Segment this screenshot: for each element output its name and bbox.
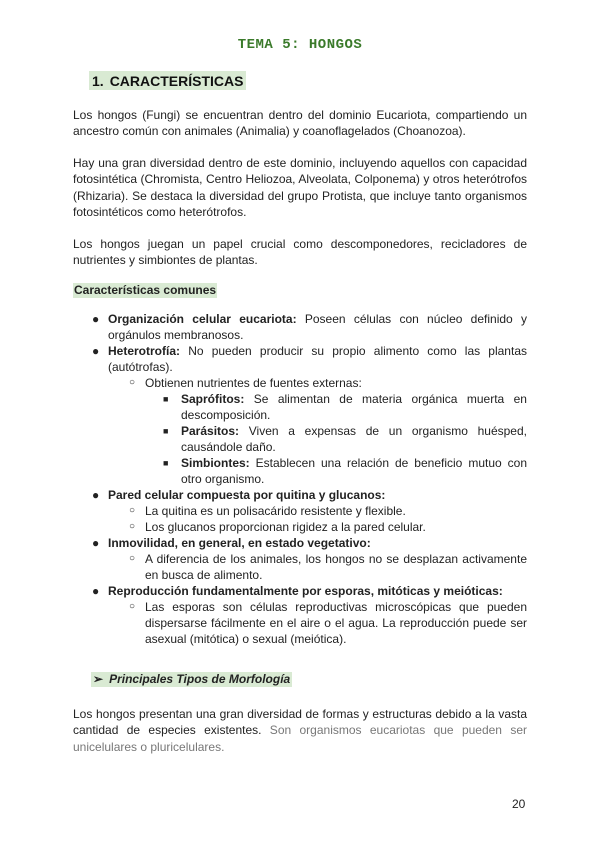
bullet-dot-icon: ● — [92, 312, 100, 326]
circle-bullet-icon: ○ — [129, 505, 136, 516]
circle-bullet-icon: ○ — [129, 377, 136, 388]
bullet-immobility: Inmovilidad, en general, en estado vegetativo: — [108, 536, 371, 550]
bullet-heterotrophy-line2: (autótrofas). — [108, 360, 173, 374]
sub-bullet-immobility-line1: A diferencia de los animales, los hongos no se desplazan activamente — [145, 552, 527, 566]
bullet-reproduction: Reproducción fundamentalmente por esporas, mitóticas y meióticas: — [108, 584, 503, 598]
section-number: 1. — [92, 73, 104, 89]
sub-bullet-parasites-line1: Parásitos: Viven a expensas de un organismo huésped, — [181, 424, 527, 438]
bullet-heterotrophy-line1: Heterotrofía: No pueden producir su propio alimento como las plantas — [108, 344, 527, 358]
bullet-organization-line2: orgánulos membranosos. — [108, 328, 244, 342]
paragraph-fungi-domain: Los hongos (Fungi) se encuentran dentro del dominio Eucariota, compartiendo un ancestro común con animales (Animalia) y coanoflagelados (Choanozoa). — [73, 108, 527, 139]
bullet-organization-line1: Organización celular eucariota: Poseen células con núcleo definido y — [108, 312, 527, 326]
bullet-dot-icon: ● — [92, 488, 100, 502]
square-bullet-icon: ■ — [163, 426, 169, 436]
arrow-icon: ➢ — [93, 672, 104, 686]
sub-bullet-symbionts-line1: Simbiontes: Establecen una relación de beneficio mutuo con — [181, 456, 527, 470]
square-bullet-icon: ■ — [163, 458, 169, 468]
circle-bullet-icon: ○ — [129, 553, 136, 564]
page-number: 20 — [512, 797, 526, 811]
bullet-dot-icon: ● — [92, 536, 100, 550]
sub-bullet-saprophytes-line1: Saprófitos: Se alimentan de materia orgánica muerta en — [181, 392, 527, 406]
bullet-cell-wall: Pared celular compuesta por quitina y glucanos: — [108, 488, 386, 502]
morphology-heading — [91, 672, 292, 687]
sub-bullet-spores-line3: asexual (mitótica) o sexual (meiótica). — [145, 632, 347, 646]
paragraph-role: Los hongos juegan un papel crucial como descomponedores, recicladores de nutrientes y simbiontes de plantas. — [73, 237, 527, 268]
bullet-dot-icon: ● — [92, 584, 100, 598]
sub-bullet-symbionts-line2: otro organismo. — [181, 472, 265, 486]
circle-bullet-icon: ○ — [129, 521, 136, 532]
sub-bullet-spores-line1: Las esporas son células reproductivas microscópicas que pueden — [145, 600, 527, 614]
sub-bullet-saprophytes-line2: descomposición. — [181, 408, 271, 422]
sub-bullet-spores-line2: dispersarse fácilmente en el aire o el agua. La reproducción puede ser — [145, 616, 527, 630]
circle-bullet-icon: ○ — [129, 601, 136, 612]
subheading-common-features: Características comunes — [74, 283, 217, 297]
sub-bullet-glucans: Los glucanos proporcionan rigidez a la pared celular. — [145, 520, 426, 534]
page-title: TEMA 5: HONGOS — [237, 37, 363, 53]
morphology-label: Principales Tipos de Morfología — [109, 672, 291, 686]
sub-bullet-immobility-line2: en busca de alimento. — [145, 568, 263, 582]
paragraph-morphology: Los hongos presentan una gran diversidad de formas y estructuras debido a la vasta cantidad de especies existentes. Son organismos eucariotas que pueden ser unicelulares o pluricelulares. — [73, 707, 527, 754]
sub-bullet-nutrients: Obtienen nutrientes de fuentes externas: — [145, 376, 362, 390]
sub-bullet-chitin: La quitina es un polisacárido resistente y flexible. — [145, 504, 406, 518]
sub-bullet-parasites-line2: causándole daño. — [181, 440, 276, 454]
bullet-dot-icon: ● — [92, 344, 100, 358]
section-heading — [89, 71, 246, 90]
section-label: CARACTERÍSTICAS — [109, 73, 244, 89]
paragraph-diversity: Hay una gran diversidad dentro de este dominio, incluyendo aquellos con capacidad fotosintética (Chromista, Centro Heliozoa, Alveolata, Colponema) y otros heterótrofos (Rhizaria). Se destaca la diversidad del grupo Protista, que incluye tanto organismos fotosintéticos como heterótrofos. — [73, 156, 527, 219]
square-bullet-icon: ■ — [163, 394, 169, 404]
